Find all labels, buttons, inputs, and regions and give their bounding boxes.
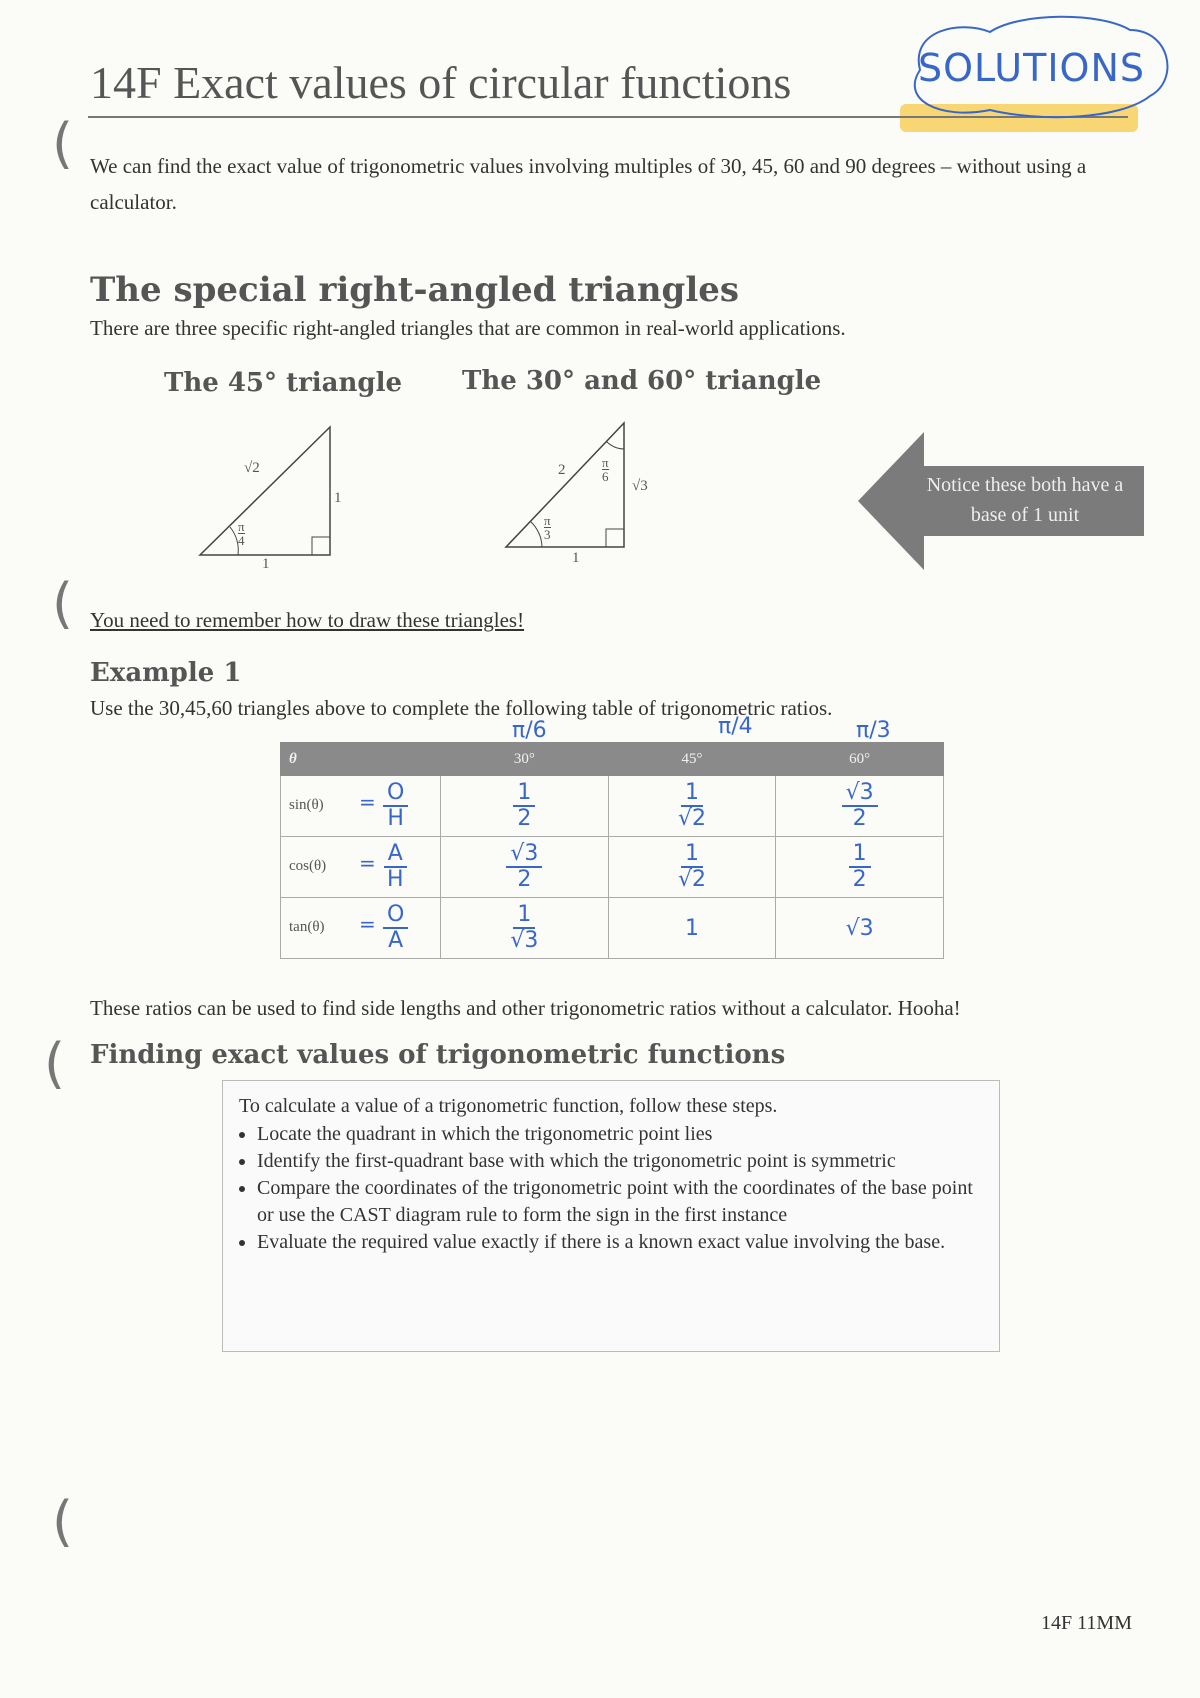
steps-box <box>222 1080 1000 1352</box>
function-name: tan(θ) <box>289 919 325 936</box>
value-cell <box>441 898 609 959</box>
triangle-3060-hyp: 2 <box>558 462 566 478</box>
triangle-45-hyp: √2 <box>244 460 260 476</box>
triangle-45-side: 1 <box>334 490 342 506</box>
example-heading: Example 1 <box>90 658 242 688</box>
fraction-numerator: A <box>384 842 407 868</box>
fraction-denominator: √2 <box>677 867 706 892</box>
footer-code: 14F 11MM <box>1041 1612 1132 1634</box>
angle-num: π <box>602 455 609 470</box>
function-cell <box>281 898 441 959</box>
ratio-definition <box>383 903 408 953</box>
function-name: cos(θ) <box>289 858 327 875</box>
steps-intro: To calculate a value of a trigonometric function, follow these steps. <box>239 1095 778 1117</box>
fraction-denominator: √3 <box>510 928 539 953</box>
fraction-denominator: H <box>387 806 404 831</box>
triangle-45-label: The 45° triangle <box>164 368 403 398</box>
triangle-3060-side: √3 <box>632 478 648 494</box>
table-row <box>281 898 944 959</box>
solutions-annotation: SOLUTIONS <box>918 46 1145 90</box>
equals-sign: = <box>359 851 376 876</box>
radian-label: π/3 <box>856 718 891 743</box>
fraction-numerator: O <box>383 903 408 929</box>
example-text: Use the 30,45,60 triangles above to complete the following table of trigonometric ratios. <box>90 696 833 720</box>
list-item: • Compare the coordinates of the trigonometric point with the coordinates of the base point or use the CAST diagram rule to form the sign in the first instance <box>257 1175 983 1229</box>
fraction-denominator: 2 <box>517 806 532 831</box>
table-row <box>281 776 944 837</box>
after-table-text: These ratios can be used to find side lengths and other trigonometric ratios without a calculator. Hooha! <box>90 996 961 1020</box>
angle-den: 6 <box>602 469 609 484</box>
section-heading: The special right-angled triangles <box>90 270 740 310</box>
angle-den: 3 <box>544 527 551 542</box>
ratio-definition <box>383 842 408 892</box>
angle-num: π <box>238 519 245 534</box>
triangle-45-base: 1 <box>262 556 270 572</box>
ratio-definition <box>383 781 408 831</box>
equals-sign: = <box>359 790 376 815</box>
table-header-cell: 45° <box>608 743 776 776</box>
fraction-denominator: H <box>387 867 404 892</box>
radian-label: π/6 <box>512 718 547 743</box>
value-cell <box>776 776 944 837</box>
value-cell <box>441 837 609 898</box>
table-header-cell: 30° <box>441 743 609 776</box>
trig-ratio-table <box>280 742 944 959</box>
list-item: • Locate the quadrant in which the trigonometric point lies <box>257 1121 983 1148</box>
value-cell <box>608 837 776 898</box>
fraction-numerator: 1 <box>681 842 703 868</box>
callout-text: Notice these both have a base of 1 unit <box>926 474 1124 526</box>
equals-sign: = <box>359 912 376 937</box>
fraction-numerator: 1 <box>513 903 535 929</box>
value-cell <box>441 776 609 837</box>
function-name: sin(θ) <box>289 797 324 814</box>
page-title: 14F Exact values of circular functions <box>90 57 792 108</box>
list-item: • Evaluate the required value exactly if there is a known exact value involving the base. <box>257 1229 983 1256</box>
triangle-3060-top-angle <box>602 456 609 483</box>
angle-den: 4 <box>238 533 245 548</box>
remember-note: You need to remember how to draw these triangles! <box>90 608 525 632</box>
value-cell <box>608 898 776 959</box>
section2-heading: Finding exact values of trigonometric functions <box>90 1040 786 1070</box>
table-header-cell: θ <box>281 743 441 776</box>
value-text: 1 <box>684 915 699 941</box>
section-text: There are three specific right-angled triangles that are common in real-world applications. <box>90 316 846 340</box>
table-header-row <box>281 743 944 776</box>
steps-list <box>239 1121 983 1256</box>
fraction-denominator: 2 <box>517 867 532 892</box>
fraction-numerator: 1 <box>513 781 535 807</box>
radian-label: π/4 <box>718 714 753 739</box>
fraction-numerator: 1 <box>681 781 703 807</box>
function-cell <box>281 776 441 837</box>
value-cell <box>776 837 944 898</box>
binder-hole-icon: ( <box>44 1032 66 1095</box>
triangle-45-diagram <box>190 415 340 575</box>
binder-hole-icon: ( <box>52 1490 74 1553</box>
triangle-45-angle <box>238 520 245 547</box>
triangle-3060-base: 1 <box>572 550 580 566</box>
fraction-denominator: √2 <box>677 806 706 831</box>
fraction-denominator: A <box>388 928 404 953</box>
fraction-numerator: 1 <box>849 842 871 868</box>
intro-text: We can find the exact value of trigonometric values involving multiples of 30, 45, 60 and 90 degrees – without using a calculator. <box>90 154 1087 214</box>
value-text: √3 <box>845 915 874 941</box>
triangle-3060-bottom-angle <box>544 514 551 541</box>
triangle-3060-label: The 30° and 60° triangle <box>462 366 822 396</box>
angle-num: π <box>544 513 551 528</box>
table-row <box>281 837 944 898</box>
value-cell <box>608 776 776 837</box>
list-item: • Identify the first-quadrant base with which the trigonometric point is symmetric <box>257 1148 983 1175</box>
fraction-denominator: 2 <box>852 867 867 892</box>
binder-hole-icon: ( <box>52 112 74 175</box>
triangle-3060-diagram <box>498 415 638 565</box>
fraction-numerator: √3 <box>506 842 542 868</box>
table-header-cell: 60° <box>776 743 944 776</box>
value-cell <box>776 898 944 959</box>
fraction-numerator: √3 <box>842 781 878 807</box>
binder-hole-icon: ( <box>52 572 74 635</box>
fraction-numerator: O <box>383 781 408 807</box>
function-cell <box>281 837 441 898</box>
fraction-denominator: 2 <box>852 806 867 831</box>
